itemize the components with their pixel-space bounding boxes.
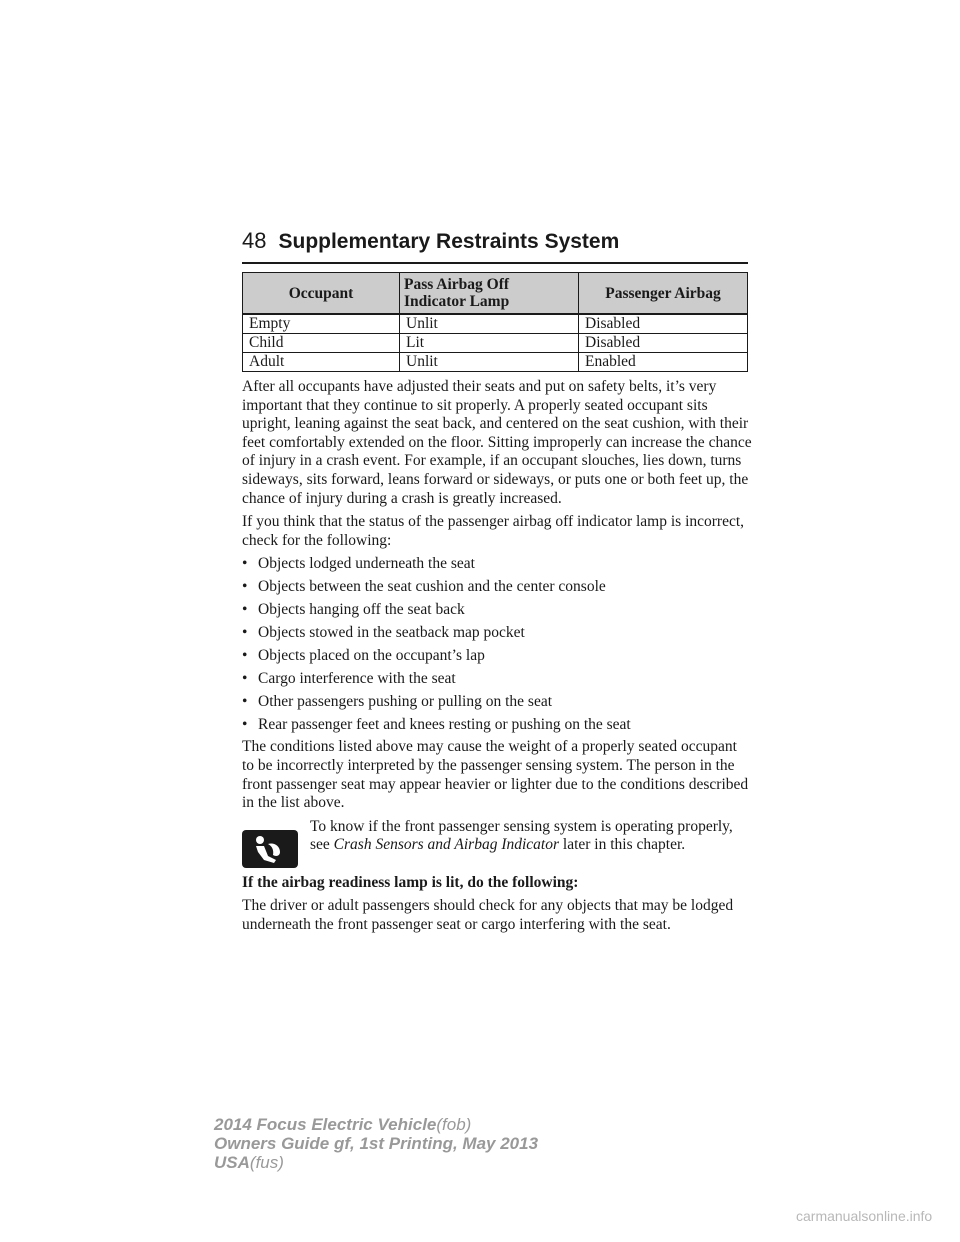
- table-header-passenger-airbag: Passenger Airbag: [579, 273, 748, 315]
- table-cell: Empty: [243, 314, 400, 334]
- bullet-icon: •: [242, 692, 248, 710]
- table-cell: Unlit: [400, 353, 579, 372]
- paragraph-check-intro: If you think that the status of the passenger airbag off indicator lamp is incorrect, check for the following:: [242, 513, 745, 549]
- footer-line-1: [214, 1115, 538, 1134]
- bullet-icon: •: [242, 669, 248, 687]
- list-item: [242, 716, 752, 735]
- bullet-icon: •: [242, 555, 248, 573]
- note-reference-link[interactable]: Crash Sensors and Airbag Indicator: [333, 836, 560, 854]
- paragraph-conditions: The conditions listed above may cause the weight of a properly seated occupant to be incorrectly interpreted by the passenger sensing system. The person in the front passenger seat may appear heavier or lighter due to the conditions described in the list above.: [242, 738, 749, 812]
- check-list: [242, 555, 752, 734]
- bullet-icon: •: [242, 624, 248, 642]
- table-cell: Adult: [243, 353, 400, 372]
- list-item-text: Objects between the seat cushion and the center console: [258, 578, 606, 596]
- body-content: [242, 378, 752, 940]
- table-header-indicator-lamp: [400, 273, 579, 315]
- list-item: [242, 624, 752, 643]
- list-item-text: Other passengers pushing or pulling on the seat: [258, 692, 553, 710]
- section-heading: If the airbag readiness lamp is lit, do the following:: [242, 873, 579, 891]
- note-text: [310, 818, 752, 868]
- list-item: [242, 555, 752, 574]
- list-item: [242, 578, 752, 597]
- table-cell: Unlit: [400, 314, 579, 334]
- table-header-occupant: Occupant: [243, 273, 400, 315]
- table-row: [243, 353, 748, 372]
- list-item-text: Objects lodged underneath the seat: [258, 555, 475, 573]
- table-cell: Disabled: [579, 314, 748, 334]
- table-header-indicator-line1: Pass Airbag Off: [404, 276, 510, 293]
- bullet-icon: •: [242, 646, 248, 664]
- footer-line-3: [214, 1153, 538, 1172]
- paragraph-sitting-properly: After all occupants have adjusted their seats and put on safety belts, it’s very important that they continue to sit properly. A properly seated occupant sits upright, leaning against the seat back, and centered on the seat cushion, with their feet comfortably extended on the floor. Sitting improperly can increase the chance of injury in a crash event. For example, if an occupant slouches, lies down, turns sideways, sits forward, leans forward or sideways, or puts one or both feet up, the chance of injury during a crash is greatly increased.: [242, 378, 752, 507]
- bullet-icon: •: [242, 601, 248, 619]
- footer-printing: Owners Guide gf, 1st Printing, May 2013: [214, 1134, 539, 1153]
- table-row: [243, 334, 748, 353]
- footer-market-code: (fus): [249, 1153, 284, 1172]
- page-header: [242, 228, 748, 262]
- list-item-text: Objects stowed in the seatback map pocket: [258, 624, 525, 642]
- table-cell: Lit: [400, 334, 579, 353]
- page-title: Supplementary Restraints System: [278, 230, 620, 253]
- list-item: [242, 647, 752, 666]
- table-cell: Child: [243, 334, 400, 353]
- note-text-pre: To know if the front passenger sensing system is operating properly, see: [310, 817, 733, 854]
- footer-line-2: [214, 1134, 538, 1153]
- table-cell: Disabled: [579, 334, 748, 353]
- list-item: [242, 601, 752, 620]
- list-item: [242, 693, 752, 712]
- airbag-warning-icon: [242, 830, 298, 868]
- bullet-icon: •: [242, 578, 248, 596]
- airbag-warning-icon-graphic: [250, 834, 290, 864]
- note-text-post: later in this chapter.: [559, 836, 686, 854]
- header-rule: [242, 262, 748, 264]
- footer-market: USA: [214, 1153, 250, 1172]
- bullet-icon: •: [242, 715, 248, 733]
- footer-vehicle-code: (fob): [436, 1115, 472, 1134]
- table-header-indicator-line2: Indicator Lamp: [404, 293, 510, 310]
- list-item-text: Cargo interference with the seat: [258, 669, 456, 687]
- list-item-text: Objects hanging off the seat back: [258, 601, 465, 619]
- list-item-text: Objects placed on the occupant’s lap: [258, 646, 485, 664]
- list-item-text: Rear passenger feet and knees resting or pushing on the seat: [258, 715, 631, 733]
- list-item: [242, 670, 752, 689]
- page-number: 48: [242, 228, 267, 253]
- paragraph-driver-check: The driver or adult passengers should check for any objects that may be lodged underneath the front passenger seat or cargo interfering with the seat.: [242, 897, 734, 934]
- occupant-status-table: [242, 272, 748, 372]
- note-block: [242, 818, 752, 868]
- footer-vehicle: 2014 Focus Electric Vehicle: [214, 1115, 437, 1134]
- table-header-row: [243, 273, 748, 315]
- table-cell: Enabled: [579, 353, 748, 372]
- watermark: carmanualsonline.info: [796, 1208, 933, 1224]
- print-footer: [214, 1115, 538, 1172]
- table-row: [243, 314, 748, 334]
